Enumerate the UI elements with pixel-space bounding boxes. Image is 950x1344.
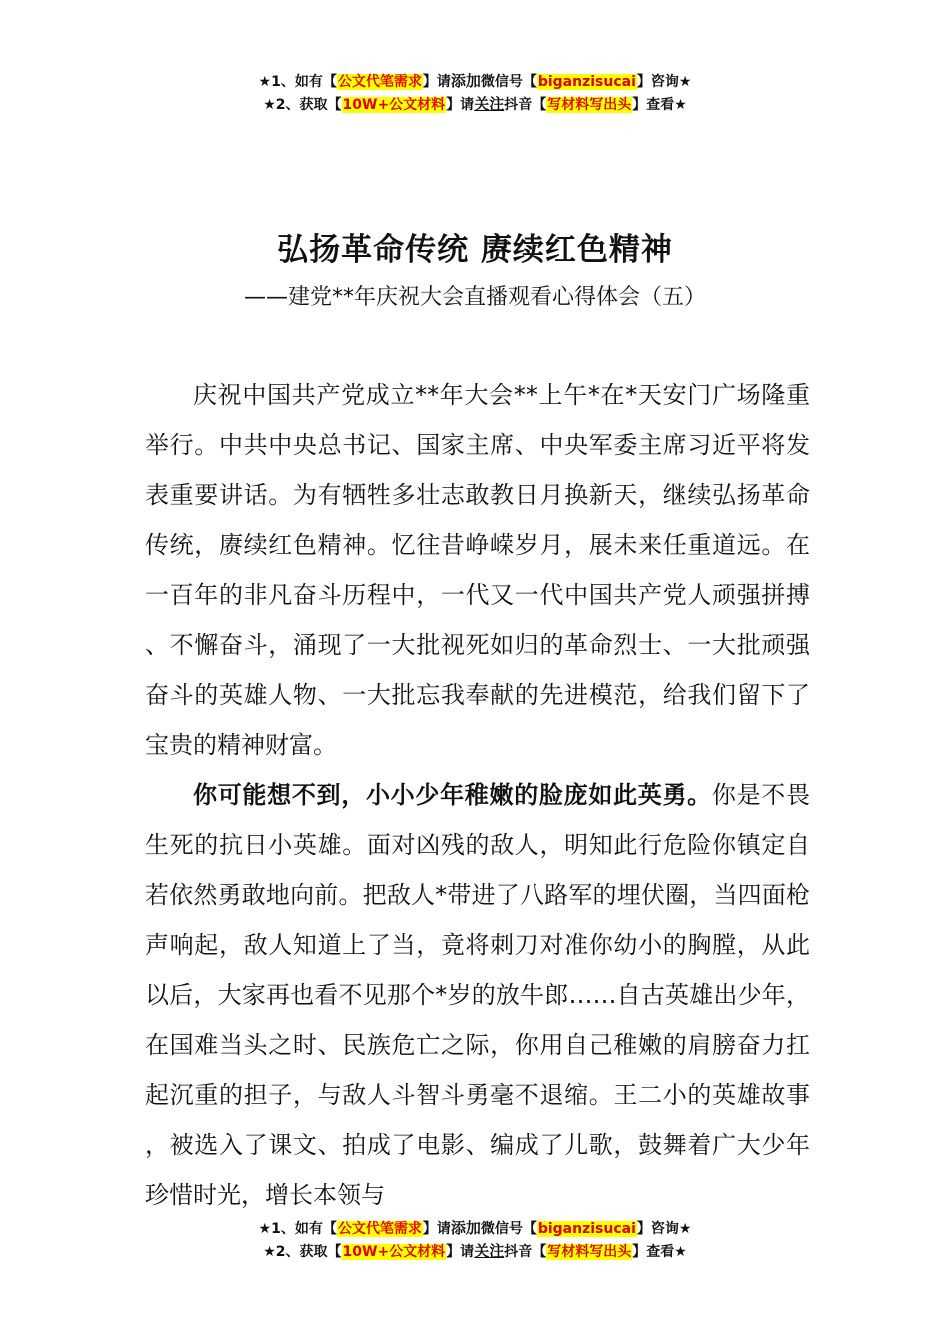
promo-highlight: 公文代笔需求 bbox=[337, 1221, 422, 1237]
promo-text: 抖音【 bbox=[504, 1244, 547, 1260]
body-paragraph-2 bbox=[145, 770, 810, 1220]
promo-emphasis: 关注 bbox=[474, 1242, 505, 1260]
promo-text: ★1、如有【 bbox=[258, 74, 337, 90]
top-promo-banner bbox=[0, 70, 950, 116]
promo-text: ★2、获取【 bbox=[263, 97, 342, 113]
promo-douyin-id: 写材料写出头 bbox=[547, 1244, 632, 1260]
promo-text: 】咨询★ bbox=[636, 74, 692, 90]
promo-text: 】查看★ bbox=[632, 97, 687, 113]
promo-text: 】请 bbox=[422, 74, 451, 90]
promo-text: 】请 bbox=[446, 97, 475, 113]
document-subtitle: ——建党**年庆祝大会直播观看心得体会（五） bbox=[243, 285, 706, 310]
promo-wechat-id: biganzisucai bbox=[537, 74, 636, 90]
document-title: 弘扬革命传统 赓续红色精神 bbox=[277, 232, 673, 268]
promo-highlight: 10W+公文材料 bbox=[342, 1244, 446, 1260]
body-paragraph-1 bbox=[145, 370, 810, 770]
paragraph-text: 你是不畏生死的抗日小英雄。面对凶残的敌人，明知此行危险你镇定自若依然勇敢地向前。把敌人*带进了八路军的埋伏圈，当四面枪声响起，敌人知道上了当，竟将刺刀对准你幼小的胸膛，从此以后，大家再也看不见那个*岁的放牛郎……自古英雄出少年，在国难当头之时、民族危亡之际，你用自己稚嫩的肩膀奋力扛起沉重的担子，与敌人斗智斗勇毫不退缩。王二小的英雄故事，被选入了课文、拍成了电影、编成了儿歌，鼓舞着广大少年珍惜时光，增长本领与 bbox=[145, 781, 810, 1209]
promo-emphasis: 添加 bbox=[450, 1219, 481, 1237]
promo-emphasis: 关注 bbox=[474, 95, 505, 113]
promo-text: 抖音【 bbox=[504, 97, 547, 113]
promo-text: 】请 bbox=[446, 1244, 475, 1260]
promo-text: 微信号【 bbox=[480, 74, 537, 90]
paragraph-text: 庆祝中国共产党成立**年大会**上午*在*天安门广场隆重举行。中共中央总书记、国家主席、中央军委主席习近平将发表重要讲话。为有牺牲多壮志敢教日月换新天，继续弘扬革命传统，赓续红色精神。忆往昔峥嵘岁月，展未来任重道远。在一百年的非凡奋斗历程中，一代又一代中国共产党人顽强拼搏、不懈奋斗，涌现了一大批视死如归的革命烈士、一大批顽强奋斗的英雄人物、一大批忘我奉献的先进模范，给我们留下了宝贵的精神财富。 bbox=[145, 381, 810, 759]
paragraph-lead: 你可能想不到，小小少年稚嫩的脸庞如此英勇。 bbox=[193, 781, 712, 809]
document-body bbox=[145, 370, 810, 1220]
promo-text: ★1、如有【 bbox=[258, 1221, 337, 1237]
promo-highlight: 公文代笔需求 bbox=[337, 74, 422, 90]
promo-douyin-id: 写材料写出头 bbox=[547, 97, 632, 113]
promo-text: 】咨询★ bbox=[636, 1221, 692, 1237]
promo-text: 】请 bbox=[422, 1221, 451, 1237]
promo-line-2 bbox=[0, 1240, 950, 1263]
promo-line-1 bbox=[0, 70, 950, 93]
promo-line-1 bbox=[0, 1217, 950, 1240]
promo-wechat-id: biganzisucai bbox=[537, 1221, 636, 1237]
promo-text: 微信号【 bbox=[480, 1221, 537, 1237]
promo-text: ★2、获取【 bbox=[263, 1244, 342, 1260]
promo-highlight: 10W+公文材料 bbox=[342, 97, 446, 113]
bottom-promo-banner bbox=[0, 1217, 950, 1263]
promo-line-2 bbox=[0, 93, 950, 116]
promo-text: 】查看★ bbox=[632, 1244, 687, 1260]
promo-emphasis: 添加 bbox=[450, 72, 481, 90]
